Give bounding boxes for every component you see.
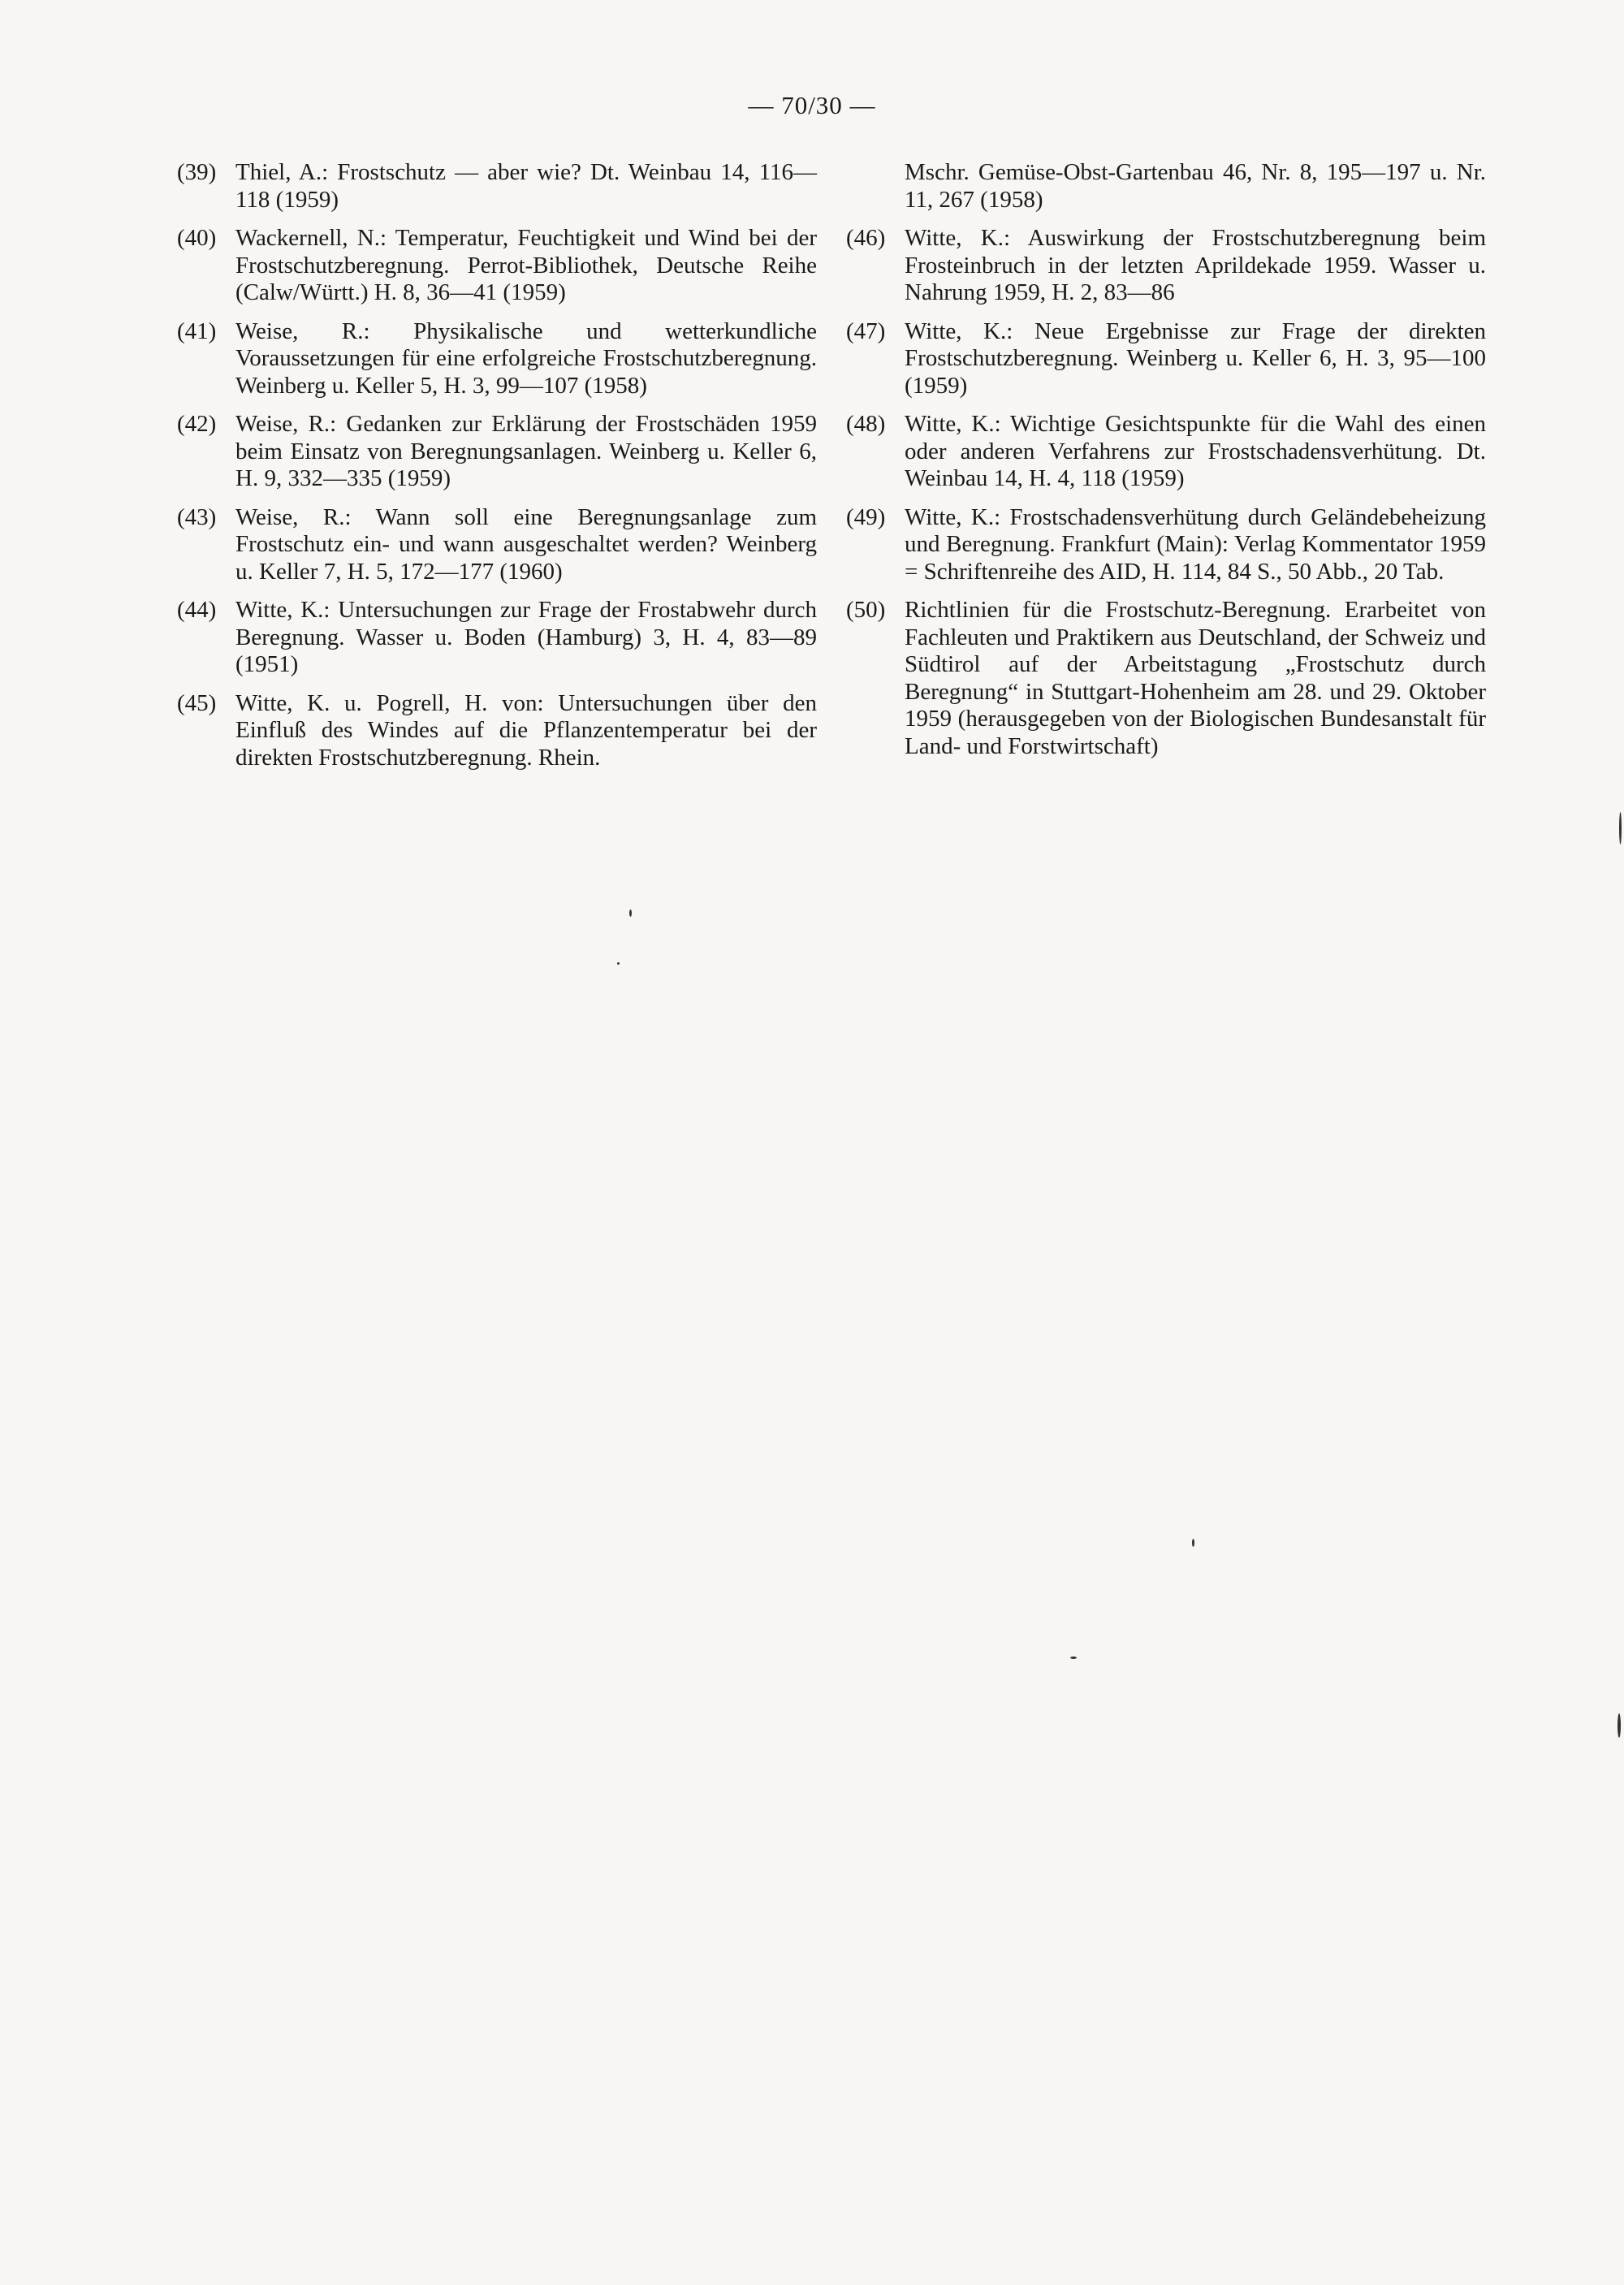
scan-speck: [617, 962, 620, 965]
reference-item: [177, 597, 817, 679]
reference-number: (44): [177, 597, 217, 623]
reference-number: (43): [177, 503, 217, 530]
reference-number: (50): [846, 597, 886, 623]
reference-text: Richtlinien für die Frostschutz-Beregnung. Erarbeitet von Fachleuten und Praktikern aus Deutschland, der Schweiz und Südtirol auf der Arbeitstagung „Frostschutz durch Beregnung“ in Stuttgart-Hohenheim am 28. und 29. Oktober 1959 (herausgegeben von der Biologischen Bundesanstalt für Land- und Forstwirtschaft): [905, 597, 1486, 759]
reference-text: Witte, K. u. Pogrell, H. von: Untersuchungen über den Einfluß des Windes auf die Pflanzentemperatur bei der direkten Frostschutzberegnung. Rhein.: [235, 689, 817, 771]
page-number: — 70/30 —: [748, 91, 876, 119]
reference-number: (42): [177, 411, 217, 437]
reference-number: (48): [846, 411, 886, 437]
reference-item: [846, 411, 1486, 493]
reference-text: Wackernell, N.: Temperatur, Feuchtigkeit und Wind bei der Frostschutzberegnung. Perrot-Bibliothek, Deutsche Reihe (Calw/Württ.) H. 8, 36—41 (1959): [235, 225, 817, 305]
reference-number: (49): [846, 503, 886, 530]
reference-text: Witte, K.: Untersuchungen zur Frage der Frostabwehr durch Beregnung. Wasser u. Boden (Hamburg) 3, H. 4, 83—89 (1951): [235, 597, 817, 677]
reference-item: [177, 318, 817, 400]
reference-item: [846, 225, 1486, 307]
reference-text: Witte, K.: Frostschadensverhütung durch Geländebeheizung und Beregnung. Frankfurt (Main): Verlag Kommentator 1959 = Schriftenreihe des AID, H. 114, 84 S., 50 Abb., 20 Tab.: [905, 503, 1486, 585]
scan-speck: [1192, 1539, 1194, 1547]
left-column: [177, 159, 817, 783]
reference-item: [177, 159, 817, 214]
reference-item: [177, 411, 817, 493]
reference-item: [846, 597, 1486, 760]
scan-speck: [1619, 812, 1622, 844]
reference-text: Weise, R.: Physikalische und wetterkundliche Voraussetzungen für eine erfolgreiche Frostschutzberegnung. Weinberg u. Keller 5, H. 3, 99—107 (1958): [235, 317, 817, 399]
reference-item: [846, 318, 1486, 400]
reference-text: Witte, K.: Auswirkung der Frostschutzberegnung beim Frosteinbruch in der letzten Aprildekade 1959. Wasser u. Nahrung 1959, H. 2, 83—86: [905, 225, 1486, 305]
reference-number: (39): [177, 159, 217, 185]
reference-number: (46): [846, 225, 886, 251]
scan-speck: [1070, 1657, 1077, 1659]
reference-number: (41): [177, 317, 217, 344]
reference-number: (45): [177, 689, 217, 716]
reference-text: Thiel, A.: Frostschutz — aber wie? Dt. Weinbau 14, 116—118 (1959): [235, 159, 817, 213]
right-column: [846, 159, 1486, 771]
reference-item: [177, 225, 817, 307]
reference-number: (47): [846, 317, 886, 344]
reference-number: (40): [177, 225, 217, 251]
reference-item: [846, 504, 1486, 586]
reference-text: Witte, K.: Neue Ergebnisse zur Frage der direkten Frostschutzberegnung. Weinberg u. Keller 6, H. 3, 95—100 (1959): [905, 317, 1486, 399]
reference-text: Weise, R.: Wann soll eine Beregnungsanlage zum Frostschutz ein- und wann ausgeschaltet werden? Weinberg u. Keller 7, H. 5, 172—177 (1960): [235, 503, 817, 585]
reference-text: Witte, K.: Wichtige Gesichtspunkte für die Wahl des einen oder anderen Verfahrens zur Frostschadensverhütung. Dt. Weinbau 14, H. 4, 118 (1959): [905, 411, 1486, 491]
reference-text: Weise, R.: Gedanken zur Erklärung der Frostschäden 1959 beim Einsatz von Beregnungsanlagen. Weinberg u. Keller 6, H. 9, 332—335 (1959): [235, 411, 817, 491]
reference-item: [177, 504, 817, 586]
reference-continuation: Mschr. Gemüse-Obst-Gartenbau 46, Nr. 8, 195—197 u. Nr. 11, 267 (1958): [905, 159, 1486, 213]
reference-item: [177, 690, 817, 772]
scan-speck: [629, 909, 632, 917]
scan-speck: [1618, 1713, 1621, 1738]
